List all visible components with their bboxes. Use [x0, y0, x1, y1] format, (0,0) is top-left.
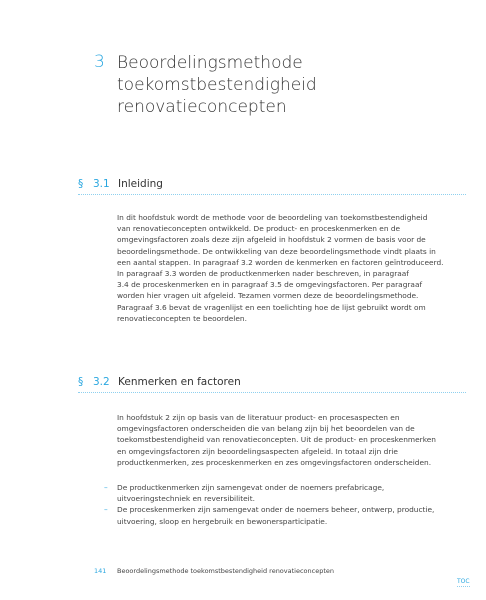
- text-line: In paragraaf 3.3 worden de productkenmerken nader beschreven, in paragraaf: [117, 269, 409, 279]
- text-line: 3.4 de proceskenmerken en in paragraaf 3.5 de omgevingsfactoren. Per paragraaf: [117, 280, 423, 290]
- text-line: omgevingsfactoren onderscheiden die van belang zijn bij het beoordelen van de: [117, 424, 415, 434]
- list-item: [104, 482, 454, 504]
- section-symbol: §: [78, 376, 84, 388]
- running-title: Beoordelingsmethode toekomstbestendigheid renovatieconcepten: [117, 567, 335, 575]
- text-line: uitvoering, sloop en hergebruik en bewonersparticipatie.: [117, 516, 328, 526]
- text-line: productkenmerken, zes proceskenmerken en zes omgevingsfactoren onderscheiden.: [117, 457, 432, 467]
- section-symbol: §: [78, 178, 84, 190]
- text-line: worden hier vragen uit afgeleid. Tezamen vormen deze de beoordelingsmethode.: [117, 291, 419, 301]
- page-number: 141: [94, 567, 107, 575]
- list-item: [104, 504, 454, 526]
- text-line: beoordelingsmethode. De ontwikkeling van deze beoordelingsmethode vindt plaats in: [117, 246, 436, 256]
- chapter-title: [117, 52, 447, 118]
- section-number: 3.2: [93, 376, 110, 388]
- text-line: renovatieconcepten te beoordelen.: [117, 313, 247, 323]
- section-heading-3-2: [78, 376, 466, 394]
- chapter-title-line: renovatieconcepten: [117, 97, 287, 117]
- section-title: Inleiding: [118, 178, 163, 190]
- text-line: De productkenmerken zijn samengevat onder de noemers prefabricage,: [117, 483, 385, 492]
- chapter-number: 3: [94, 52, 105, 72]
- text-line: In dit hoofdstuk wordt de methode voor de beoordeling van toekomstbestendigheid: [117, 213, 428, 222]
- toc-link[interactable]: TOC: [457, 578, 470, 585]
- text-line: toekomstbestendigheid van renovatieconcepten. Uit de product- en proceskenmerken: [117, 435, 436, 445]
- bullet-list: [104, 482, 454, 527]
- section-divider: [78, 194, 466, 195]
- chapter-title-line: Beoordelingsmethode: [117, 53, 303, 73]
- text-line: een aantal stappen. In paragraaf 3.2 worden de kenmerken en factoren geïntroduceerd.: [117, 257, 444, 267]
- text-line: De proceskenmerken zijn samengevat onder de noemers beheer, ontwerp, productie,: [117, 505, 435, 515]
- text-line: Paragraaf 3.6 bevat de vragenlijst en een toelichting hoe de lijst gebruikt wordt om: [117, 302, 426, 312]
- section-number: 3.1: [93, 178, 110, 190]
- text-line: uitvoeringstechniek en reversibiliteit.: [117, 494, 255, 504]
- section-title: Kenmerken en factoren: [118, 376, 241, 388]
- section-3-2-paragraph: [117, 412, 447, 468]
- section-divider: [78, 392, 466, 393]
- text-line: van renovatieconcepten ontwikkeld. De product- en proceskenmerken en de: [117, 224, 401, 234]
- text-line: en omgevingsfactoren zijn beoordelingsaspecten afgeleid. In totaal zijn drie: [117, 446, 398, 456]
- text-line: omgevingsfactoren zoals deze zijn afgeleid in hoofdstuk 2 vormen de basis voor de: [117, 235, 426, 245]
- chapter-title-line: toekomstbestendigheid: [117, 75, 317, 95]
- bullet-dash: –: [104, 483, 108, 492]
- text-line: In hoofdstuk 2 zijn op basis van de literatuur product- en procesaspecten en: [117, 413, 400, 422]
- section-heading-3-1: [78, 178, 466, 196]
- section-3-1-paragraph: [117, 212, 447, 324]
- bullet-dash: –: [104, 505, 108, 515]
